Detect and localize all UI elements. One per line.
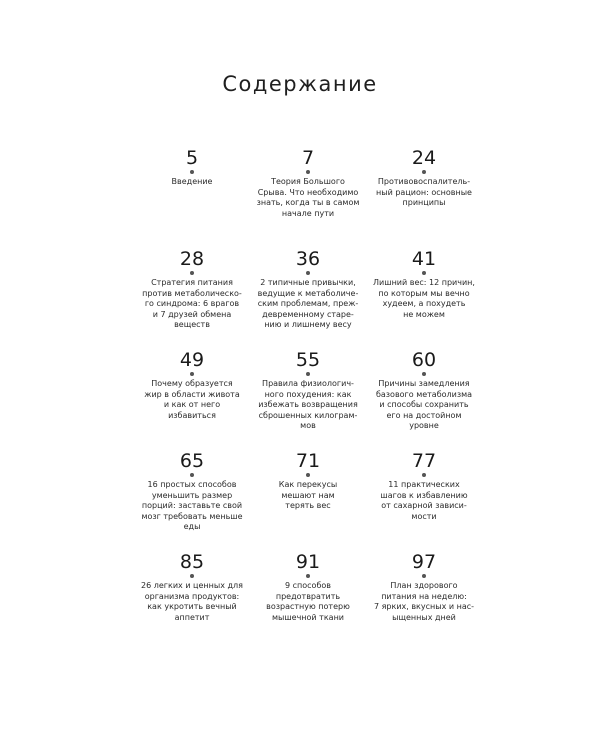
toc-chapter-title: 11 практических шагов к избавлению от сахарной зависи- мости [380,480,468,521]
toc-chapter-title: 9 способов предотвратить возрастную потерю мышечной ткани [266,581,350,622]
toc-chapter-title: План здорового питания на неделю: 7 ярких, вкусных и нас- ыщенных дней [373,581,475,622]
toc-page-number: 77 [411,450,437,472]
dot-icon [190,372,194,376]
toc-chapter-title: Как перекусы мешают нам терять вес [278,480,338,510]
toc-page-number: 71 [295,450,321,472]
toc-page-number: 97 [411,551,437,573]
toc-page-number: 55 [295,349,321,371]
toc-chapter-title: Причины замедления базового метаболизма и способы сохранить его на достойном уровне [375,379,473,430]
toc-page-number: 7 [301,147,315,169]
dot-icon [306,170,310,174]
toc-chapter-title: 2 типичные привычки, ведущие к метаболиче- ским проблемам, преж- девременному старе- нию и лишнему весу [257,278,359,329]
dot-icon [190,473,194,477]
table-of-contents [134,148,482,653]
toc-chapter-title: Стратегия питания против метаболическо- го синдрома: 6 врагов и 7 друзей обмена веществ [142,278,242,329]
toc-entry [250,552,366,653]
toc-page-number: 28 [179,248,205,270]
dot-icon [190,271,194,275]
toc-entry [250,148,366,249]
toc-chapter-title: 16 простых способов уменьшить размер порций: заставьте свой мозг требовать меньше еды [141,480,243,531]
toc-chapter-title: Введение [171,177,213,186]
toc-entry [366,249,482,350]
toc-entry [250,350,366,451]
toc-entry [366,148,482,249]
dot-icon [190,170,194,174]
toc-entry [366,350,482,451]
toc-chapter-title: Почему образуется жир в области живота и как от него избавиться [144,379,240,420]
toc-page-number: 91 [295,551,321,573]
toc-entry [250,451,366,552]
dot-icon [422,170,426,174]
toc-chapter-title: 26 легких и ценных для организма продуктов: как укротить вечный аппетит [141,581,243,622]
toc-page-number: 65 [179,450,205,472]
toc-chapter-title: Противовоспалитель- ный рацион: основные принципы [376,177,472,207]
dot-icon [190,574,194,578]
toc-entry [134,552,250,653]
dot-icon [422,574,426,578]
dot-icon [422,271,426,275]
toc-page-number: 60 [411,349,437,371]
dot-icon [306,271,310,275]
toc-chapter-title: Правила физиологич- ного похудения: как избежать возвращения сброшенных килограм- мов [258,379,358,430]
toc-page-number: 36 [295,248,321,270]
dot-icon [422,372,426,376]
toc-entry [134,148,250,249]
toc-entry [250,249,366,350]
toc-entry [134,451,250,552]
toc-page-number: 85 [179,551,205,573]
dot-icon [422,473,426,477]
toc-chapter-title: Теория Большого Срыва. Что необходимо знать, когда ты в самом начале пути [256,177,360,218]
dot-icon [306,372,310,376]
page-title: Содержание [222,72,378,96]
dot-icon [306,473,310,477]
toc-page-number: 41 [411,248,437,270]
toc-entry [366,451,482,552]
toc-entry [134,249,250,350]
toc-entry [134,350,250,451]
dot-icon [306,574,310,578]
toc-page-number: 5 [185,147,199,169]
toc-page-number: 49 [179,349,205,371]
toc-page-number: 24 [411,147,437,169]
toc-entry [366,552,482,653]
toc-chapter-title: Лишний вес: 12 причин, по которым мы вечно худеем, а похудеть не можем [373,278,475,319]
